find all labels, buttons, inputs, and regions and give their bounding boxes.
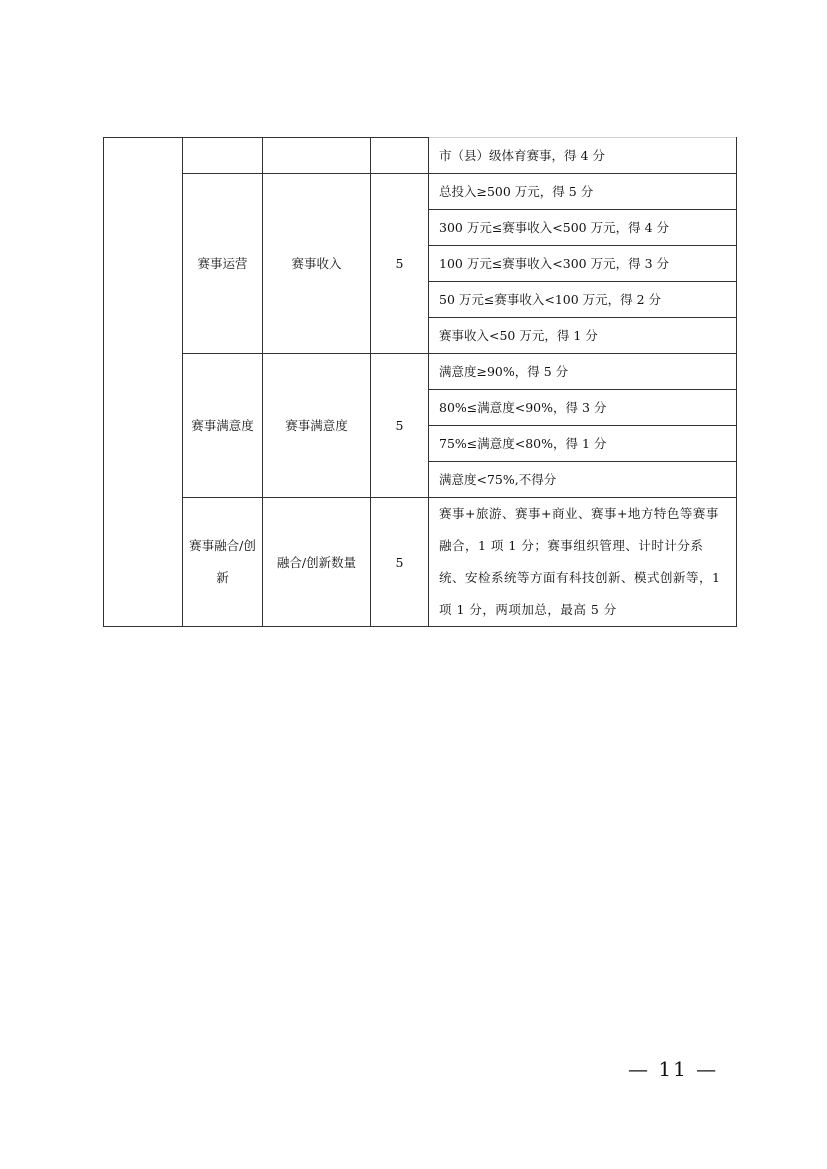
- criteria-cell: 满意度≥90%，得 5 分: [429, 354, 737, 390]
- category-cell: 赛事满意度: [183, 354, 263, 498]
- points-cell: 5: [371, 174, 429, 354]
- table-row: [104, 498, 737, 627]
- category-cell: 赛事融合/创新: [183, 498, 263, 627]
- page-number: — 11 —: [628, 1057, 719, 1081]
- table-row: [104, 354, 737, 390]
- criteria-cell: 总投入≥500 万元，得 5 分: [429, 174, 737, 210]
- points-cell: 5: [371, 354, 429, 498]
- criteria-cell: 市（县）级体育赛事，得 4 分: [429, 138, 737, 174]
- points-cell: 5: [371, 498, 429, 627]
- criteria-cell: 赛事+旅游、赛事+商业、赛事+地方特色等赛事融合，1 项 1 分；赛事组织管理、计时计分系统、安检系统等方面有科技创新、模式创新等，1 项 1 分，两项加总，最高 5 分: [429, 498, 737, 627]
- indicator-cell: 赛事满意度: [263, 354, 371, 498]
- table-cell-blank: [104, 138, 183, 627]
- criteria-cell: 赛事收入<50 万元，得 1 分: [429, 318, 737, 354]
- table-cell-blank: [263, 138, 371, 174]
- criteria-cell: 满意度<75%,不得分: [429, 462, 737, 498]
- scoring-table: [103, 137, 737, 627]
- indicator-cell: 赛事收入: [263, 174, 371, 354]
- table-row: [104, 174, 737, 210]
- criteria-cell: 100 万元≤赛事收入<300 万元，得 3 分: [429, 246, 737, 282]
- table-cell-points: [371, 138, 429, 174]
- table-row: [104, 138, 737, 174]
- criteria-cell: 80%≤满意度<90%，得 3 分: [429, 390, 737, 426]
- category-cell: 赛事运营: [183, 174, 263, 354]
- criteria-cell: 75%≤满意度<80%，得 1 分: [429, 426, 737, 462]
- criteria-cell: 50 万元≤赛事收入<100 万元，得 2 分: [429, 282, 737, 318]
- table-cell-blank: [183, 138, 263, 174]
- criteria-cell: 300 万元≤赛事收入<500 万元，得 4 分: [429, 210, 737, 246]
- indicator-cell: 融合/创新数量: [263, 498, 371, 627]
